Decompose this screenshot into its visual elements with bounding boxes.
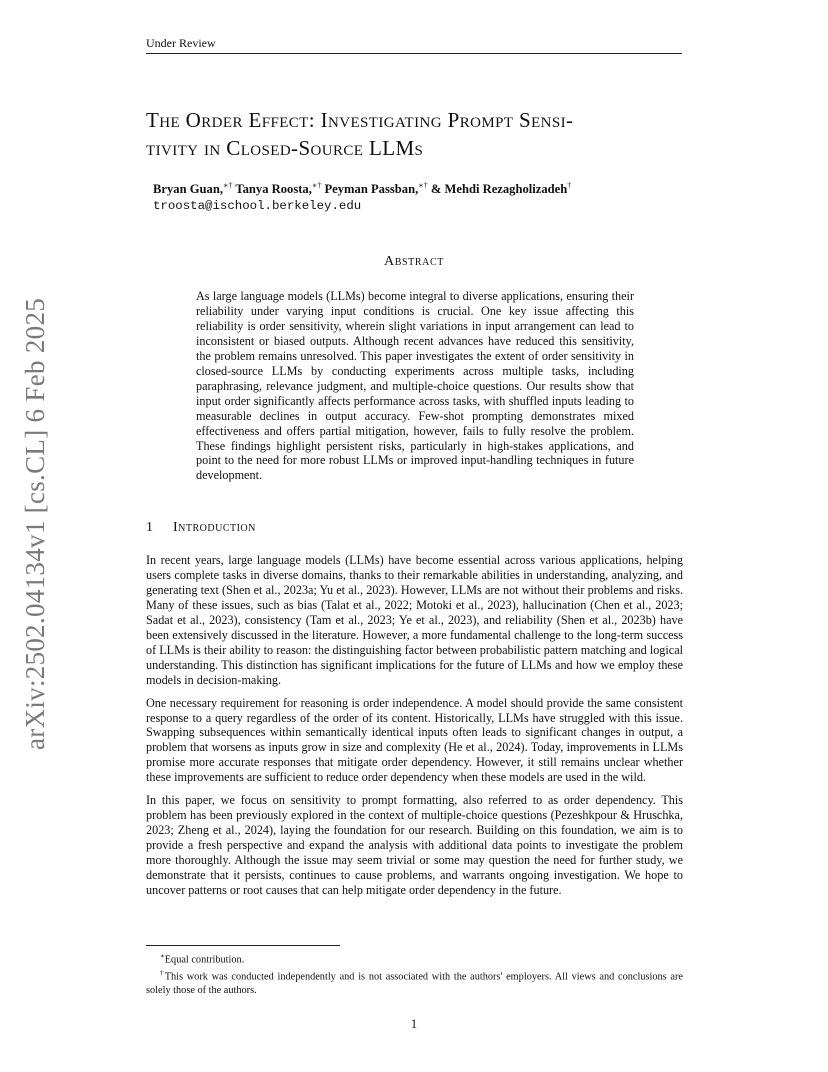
footnote-mark: ∗ <box>160 952 165 960</box>
footnote-mark: † <box>160 968 165 977</box>
footnote-text: Equal contribution. <box>164 954 245 966</box>
title-line-1: The Order Effect: Investigating Prompt Sensi- <box>146 108 574 132</box>
running-header <box>146 36 682 54</box>
author-email: troosta@ischool.berkeley.edu <box>153 199 362 213</box>
section-heading <box>146 520 256 536</box>
author-name: & Mehdi Rezagholizadeh <box>430 182 568 197</box>
title-line-2: tivity in Closed-Source LLMs <box>146 136 424 160</box>
footnote <box>146 967 683 997</box>
author-name: Bryan Guan, <box>153 182 223 197</box>
paragraph: One necessary requirement for reasoning is order independence. A model should provide the same consistent response to a query regardless of the order of its content. Historically, LLMs have struggled with this issue. Swapping subsequences within semantically identical inputs often leads to significant changes in output, a problem that worsens as inputs grow in size and complexity (He et al., 2024). Today, improvements in LLMs promise more accurate responses that mitigate order dependency. However, it still remains unclear whether these improvements are sufficient to reduce order dependency when these models are used in the wild. <box>146 695 683 785</box>
paragraph: In this paper, we focus on sensitivity to prompt formatting, also referred to as order dependency. This problem has been previously explored in the context of multiple-choice questions (Pezeshkpour & Hruschka, 2023; Zheng et al., 2024), laying the foundation for our research. Building on this foundation, we aim is to provide a fresh perspective and expand the analysis with additional data points to investigate the problem more thoroughly. Although the issue may seem trivial or some may question the need for further study, we demonstrate that it persists, continues to cause problems, and warrants ongoing investigation. We hope to uncover patterns or root causes that can help mitigate order dependency in the future. <box>146 793 683 898</box>
author-name: Peyman Passban, <box>324 182 419 197</box>
section-number: 1 <box>146 520 154 535</box>
arxiv-identifier: arXiv:2502.04134v1 [cs.CL] 6 Feb 2025 <box>20 297 50 750</box>
author-affiliation-mark: ∗† <box>311 181 322 190</box>
footnote <box>146 950 683 967</box>
footnote-rule <box>146 945 340 946</box>
page-number: 1 <box>410 1017 418 1031</box>
section-title: Introduction <box>173 520 256 535</box>
introduction-body <box>146 553 683 906</box>
paper-title <box>146 106 706 162</box>
abstract-text: As large language models (LLMs) become integral to diverse applications, ensuring their reliability under varying input conditions is crucial. One key issue affecting this reliability is order sensitivity, wherein slight variations in input arrangement can lead to inconsistent or biased outputs. Although recent advances have reduced this sensitivity, the problem remains unresolved. This paper investigates the extent of order sensitivity in closed-source LLMs by conducting experiments across multiple tasks, including paraphrasing, relevance judgment, and multiple-choice questions. Our results show that input order significantly affects performance across tasks, with shuffled inputs leading to measurable declines in output accuracy. Few-shot prompting demonstrates mixed effectiveness and offers partial mitigation, however, fails to fully resolve the problem. These findings highlight persistent risks, particularly in high-stakes applications, and point to the need for more robust LLMs or improved input-handling techniques in future development. <box>196 289 634 483</box>
author-list <box>153 181 673 197</box>
header-text: Under Review <box>146 36 216 50</box>
footnotes <box>146 950 683 997</box>
footnote-text: This work was conducted independently and is not associated with the authors' employers. All views and conclusions are solely those of the authors. <box>146 971 683 996</box>
author-name: Tanya Roosta, <box>235 182 312 197</box>
author-affiliation-mark: ∗† <box>418 181 428 190</box>
author-affiliation-mark: ∗† <box>223 181 233 190</box>
abstract-heading: Abstract <box>384 254 444 269</box>
author-affiliation-mark: † <box>567 181 572 190</box>
paragraph: In recent years, large language models (LLMs) have become essential across various applications, helping users complete tasks in diverse domains, thanks to their remarkable abilities in understanding, analyzing, and generating text (Shen et al., 2023a; Yu et al., 2023). However, LLMs are not without their problems and risks. Many of these issues, such as bias (Talat et al., 2022; Motoki et al., 2023), hallucination (Chen et al., 2023; Sadat et al., 2023), consistency (Tam et al., 2023; Ye et al., 2023), and reliability (Shen et al., 2023b) have been extensively discussed in the literature. However, a more fundamental challenge to the long-term success of LLMs is their ability to reason: the distinguishing factor between probabilistic pattern matching and logical understanding. This distinction has significant implications for the future of LLMs and how we employ these models in decision-making. <box>146 553 683 687</box>
